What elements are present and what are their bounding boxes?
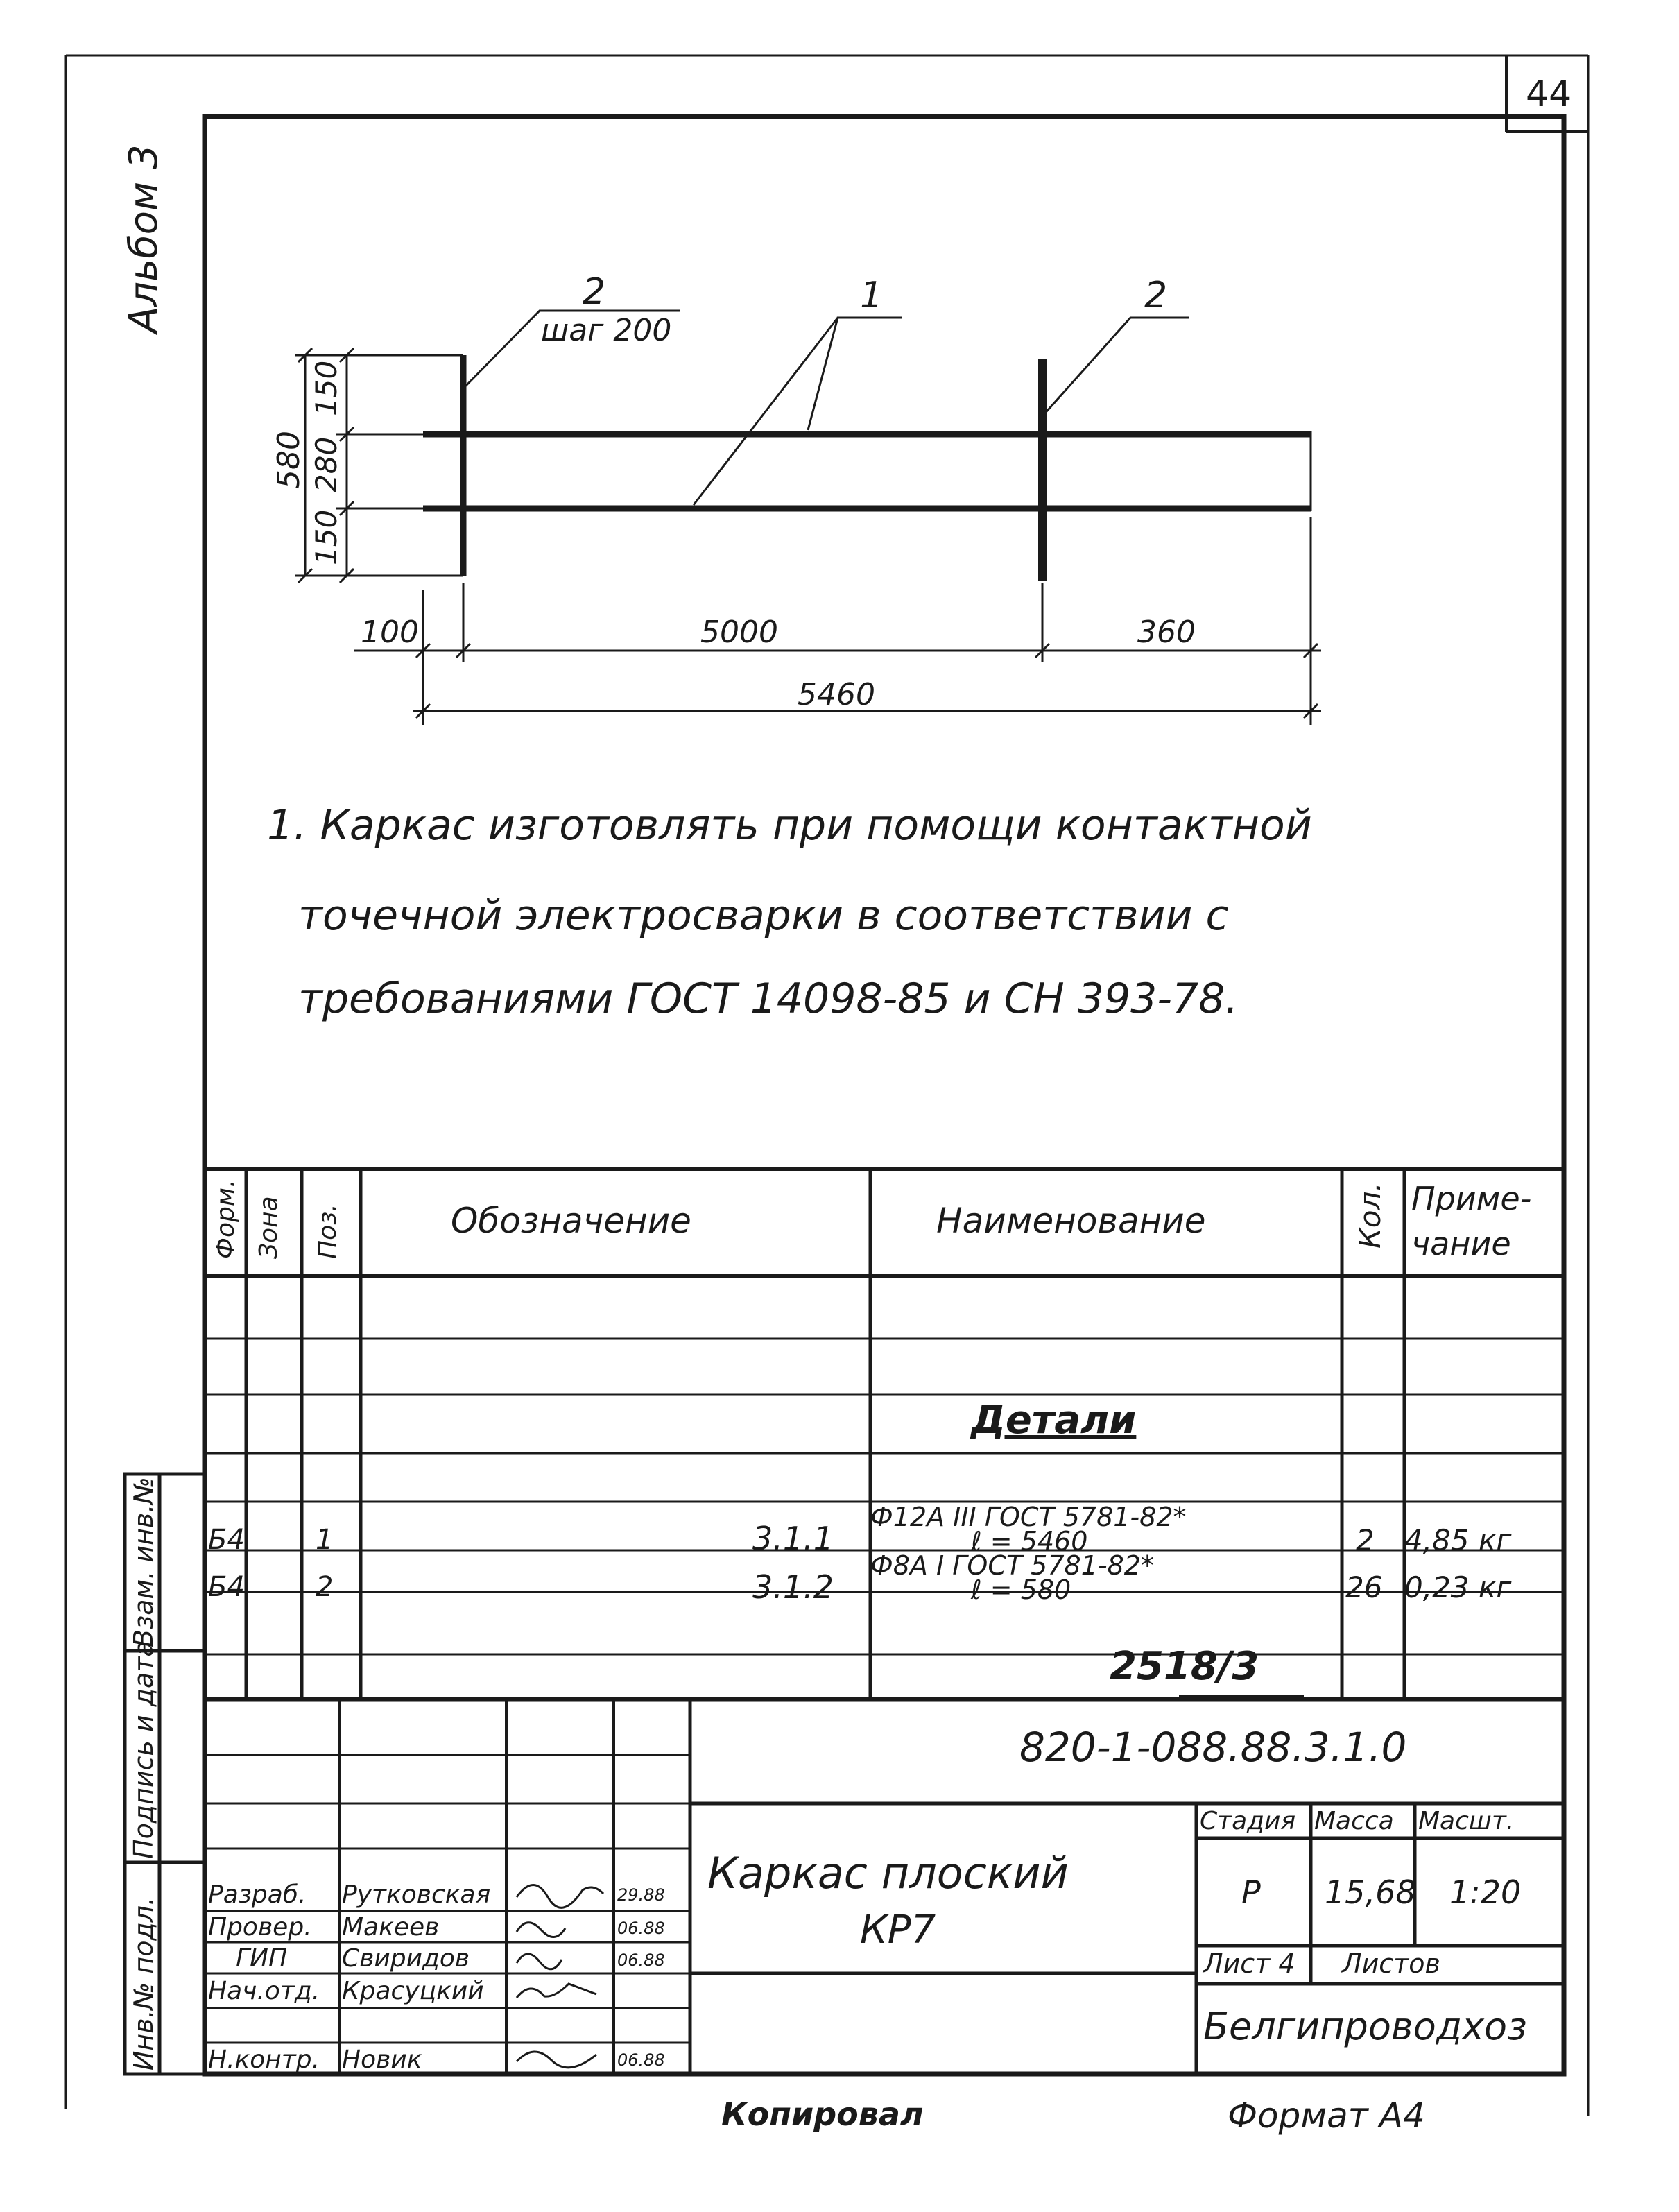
header-form: Форм. <box>212 1179 240 1259</box>
date-nkontr: 06.88 <box>617 2050 665 2070</box>
date-prover: 06.88 <box>617 1919 665 1938</box>
signature-gip <box>517 1954 562 1969</box>
signature-nkontr <box>517 2052 596 2068</box>
dim-150-top: 150 <box>309 360 343 416</box>
callout-2-left: 2 <box>583 271 606 313</box>
row2-name-1: Ф8А I ГОСТ 5781-82* <box>870 1550 1154 1581</box>
album-label: Альбом 3 <box>121 144 166 333</box>
row1-form: Б4 <box>208 1524 245 1556</box>
row1-pos: 1 <box>316 1524 334 1556</box>
name-gip: Свиридов <box>342 1944 470 1973</box>
stamp-number: 2518/3 <box>1110 1644 1259 1689</box>
row2-note: 0,23 кг <box>1404 1570 1512 1604</box>
row1-name-1: Ф12А III ГОСТ 5781-82* <box>870 1502 1187 1532</box>
signature-nach <box>517 1984 596 1998</box>
mass-value: 15,68 <box>1325 1874 1416 1911</box>
header-designation: Обозначение <box>451 1201 691 1241</box>
side-sign-date: Подпись и дата <box>128 1640 159 1859</box>
date-gip: 06.88 <box>617 1950 665 1970</box>
title-line-2: КР7 <box>860 1907 936 1953</box>
row2-form: Б4 <box>208 1571 245 1603</box>
header-zone: Зона <box>255 1196 283 1259</box>
stage-value: Р <box>1241 1874 1261 1911</box>
dim-280: 280 <box>309 436 343 492</box>
note-line-3: требованиями ГОСТ 14098-85 и СН 393-78. <box>298 975 1239 1023</box>
callout-1: 1 <box>860 275 884 316</box>
stage-label: Стадия <box>1200 1807 1296 1835</box>
row2-qty: 26 <box>1345 1570 1383 1604</box>
page-number: 44 <box>1526 74 1572 115</box>
header-note-1: Приме- <box>1411 1180 1532 1217</box>
dim-360: 360 <box>1137 615 1196 650</box>
dim-5000: 5000 <box>700 615 778 650</box>
sheet-label: Лист 4 <box>1203 1948 1295 1979</box>
note-line-1: 1. Каркас изготовлять при помощи контактной <box>267 801 1312 850</box>
section-title: Детали <box>971 1398 1137 1443</box>
doc-code: 820-1-088.88.3.1.0 <box>1019 1724 1407 1771</box>
row2-designation: 3.1.2 <box>752 1568 834 1606</box>
date-razrab: 29.88 <box>617 1885 665 1905</box>
row1-name-2: ℓ = 5460 <box>971 1526 1088 1557</box>
org-name: Белгипроводхоз <box>1203 2005 1527 2048</box>
scale-value: 1:20 <box>1449 1874 1522 1911</box>
header-qty: Кол. <box>1353 1182 1387 1249</box>
footer-copied: Копировал <box>721 2095 924 2133</box>
note-line-2: точечной электросварки в соответствии с <box>298 891 1229 940</box>
role-nach: Нач.отд. <box>208 1977 320 2005</box>
sheets-label: Листов <box>1342 1948 1440 1979</box>
dim-150-bottom: 150 <box>309 509 343 565</box>
name-razrab: Рутковская <box>342 1880 491 1909</box>
row2-name-2: ℓ = 580 <box>971 1575 1071 1605</box>
row1-designation: 3.1.1 <box>752 1520 834 1557</box>
step-label: шаг 200 <box>541 313 672 348</box>
header-pos: Поз. <box>313 1203 342 1259</box>
footer-format: Формат А4 <box>1228 2095 1425 2136</box>
scale-label: Масшт. <box>1418 1807 1515 1835</box>
role-razrab: Разраб. <box>208 1880 307 1909</box>
name-nach: Красуцкий <box>342 1977 484 2005</box>
dim-580: 580 <box>271 431 307 489</box>
side-inv-orig: Инв.№ подл. <box>128 1896 159 2070</box>
row2-pos: 2 <box>316 1571 334 1603</box>
title-line-1: Каркас плоский <box>707 1848 1069 1898</box>
dim-100: 100 <box>361 615 419 650</box>
side-replace-inv: Взам. инв.№ <box>128 1477 159 1647</box>
row1-qty: 2 <box>1356 1523 1375 1557</box>
mass-label: Масса <box>1314 1807 1394 1835</box>
main-frame <box>205 117 1564 2074</box>
row1-note: 4,85 кг <box>1404 1523 1512 1557</box>
role-nkontr: Н.контр. <box>208 2046 320 2074</box>
role-gip: ГИП <box>236 1944 288 1973</box>
signature-prover <box>517 1923 565 1937</box>
name-prover: Макеев <box>342 1913 440 1941</box>
header-name: Наименование <box>936 1201 1206 1241</box>
name-nkontr: Новик <box>342 2046 422 2074</box>
role-prover: Провер. <box>208 1913 312 1941</box>
signature-razrab <box>517 1885 603 1908</box>
dim-5460: 5460 <box>798 677 875 712</box>
header-note-2: чание <box>1411 1225 1511 1262</box>
callout-2-right: 2 <box>1144 275 1168 316</box>
